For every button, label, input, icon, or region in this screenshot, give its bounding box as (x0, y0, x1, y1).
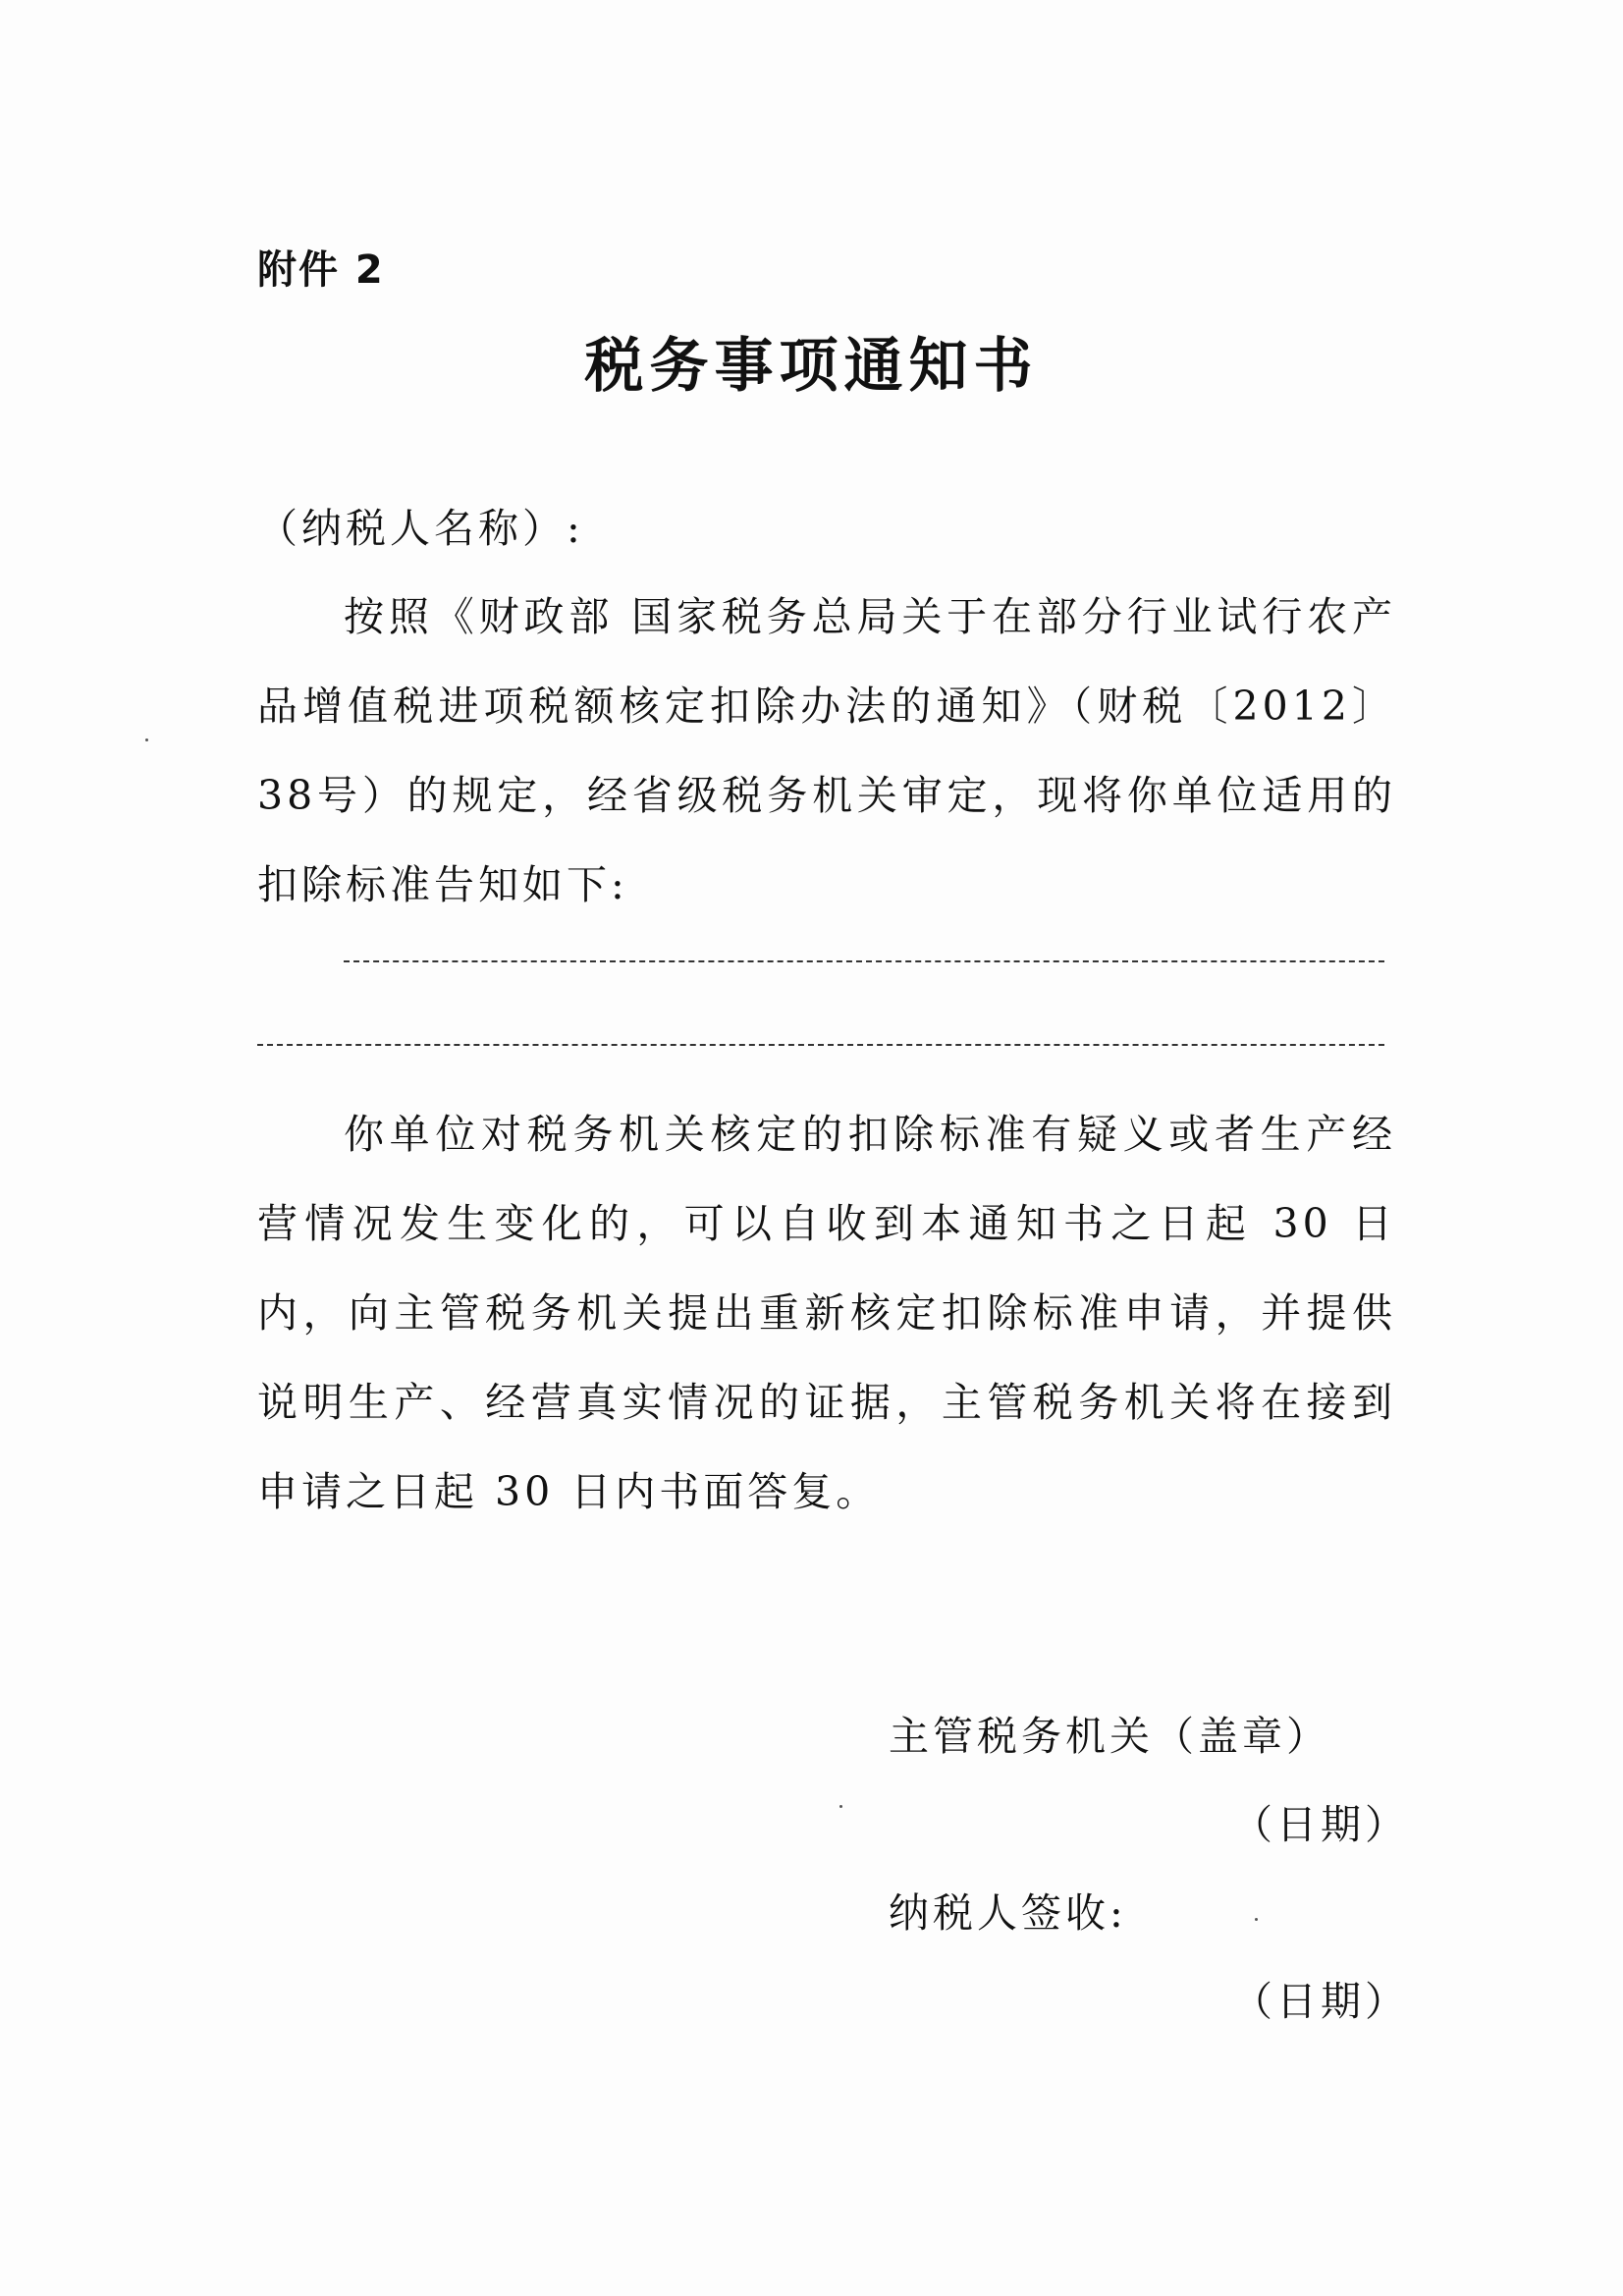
attachment-label: 附件 2 (257, 247, 385, 293)
scan-speck (145, 738, 148, 741)
receipt-date: （日期） (1232, 1978, 1409, 2025)
taxpayer-receipt-line: 纳税人签收: (889, 1889, 1127, 1937)
body-paragraph-2: 你单位对税务机关核定的扣除标准有疑义或者生产经营情况发生变化的，可以自收到本通知书之日起 30 日内，向主管税务机关提出重新核定扣除标准申请，并提供说明生产、经营真实情况的证据，主管税务机关将在接到申请之日起 30 日内书面答复。 (257, 1111, 1396, 1515)
addressee-placeholder: （纳税人名称）: (257, 505, 584, 552)
document-title: 税务事项通知书 (584, 332, 1039, 401)
authority-seal-line: 主管税务机关（盖章） (889, 1713, 1330, 1760)
authority-date: （日期） (1232, 1801, 1409, 1848)
body-paragraph-1: 按照《财政部 国家税务总局关于在部分行业试行农产品增值税进项税额核定扣除办法的通知》（财税〔2012〕38号）的规定，经省级税务机关审定，现将你单位适用的扣除标准告知如下: (257, 593, 1396, 908)
scan-speck (1255, 1918, 1258, 1921)
scan-speck (839, 1805, 842, 1808)
fill-in-line-2 (257, 1044, 1384, 1046)
fill-in-line-1 (344, 960, 1384, 962)
